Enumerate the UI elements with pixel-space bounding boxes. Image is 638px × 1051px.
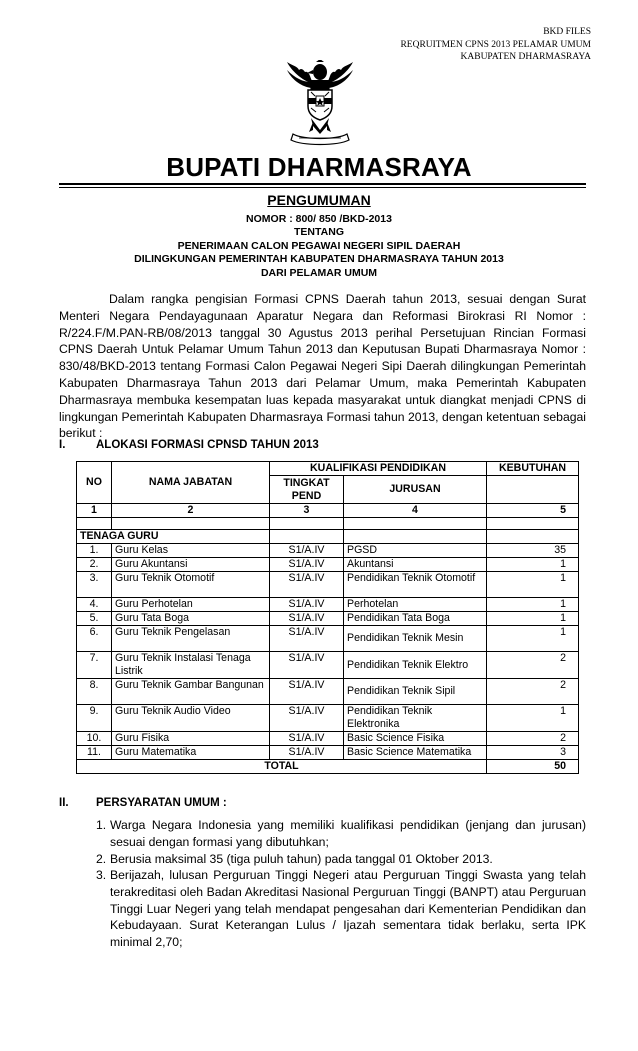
table-row bbox=[77, 544, 579, 558]
table-row bbox=[77, 626, 579, 652]
jurusan-cell: Basic Science Matematika bbox=[344, 746, 487, 760]
announcement-about: TENTANG bbox=[294, 226, 344, 238]
index-cell: 4 bbox=[344, 504, 487, 518]
index-cell: 2 bbox=[112, 504, 270, 518]
section-1-heading bbox=[59, 439, 319, 451]
jabatan-cell: Guru Teknik Instalasi Tenaga Listrik bbox=[112, 652, 270, 679]
jabatan-cell: Guru Teknik Pengelasan bbox=[112, 626, 270, 652]
tingkat-cell: S1/A.IV bbox=[270, 652, 344, 679]
section-1-title: ALOKASI FORMASI CPNSD TAHUN 2013 bbox=[96, 439, 319, 451]
intro-paragraph bbox=[59, 291, 586, 442]
jurusan-cell: Pendidikan Teknik Elektronika bbox=[344, 705, 487, 732]
no-cell: 7. bbox=[77, 652, 112, 679]
section-2-heading bbox=[59, 797, 227, 809]
table-row bbox=[77, 598, 579, 612]
header-line-2: REQRUITMEN CPNS 2013 PELAMAR UMUM bbox=[400, 39, 591, 50]
jabatan-cell: Guru Teknik Otomotif bbox=[112, 572, 270, 598]
jabatan-cell: Guru Teknik Gambar Bangunan bbox=[112, 679, 270, 705]
header-no: NO bbox=[77, 462, 112, 504]
header-line-1: BKD FILES bbox=[543, 27, 591, 37]
no-cell: 3. bbox=[77, 572, 112, 598]
jurusan-cell: Pendidikan Teknik Otomotif bbox=[344, 572, 487, 598]
no-cell: 6. bbox=[77, 626, 112, 652]
requirement-item bbox=[96, 817, 586, 851]
announcement-subject-2: DILINGKUNGAN PEMERINTAH KABUPATEN DHARMASRAYA TAHUN 2013 bbox=[134, 253, 504, 265]
jabatan-cell: Guru Perhotelan bbox=[112, 598, 270, 612]
table-row bbox=[77, 572, 579, 598]
section-2-title: PERSYARATAN UMUM : bbox=[96, 797, 227, 809]
tingkat-cell: S1/A.IV bbox=[270, 746, 344, 760]
table-row bbox=[77, 705, 579, 732]
table-row bbox=[77, 558, 579, 572]
tingkat-cell: S1/A.IV bbox=[270, 572, 344, 598]
jurusan-cell: Perhotelan bbox=[344, 598, 487, 612]
tingkat-cell: S1/A.IV bbox=[270, 598, 344, 612]
requirement-item bbox=[96, 867, 586, 951]
kebutuhan-cell: 2 bbox=[487, 732, 579, 746]
header-kebutuhan: KEBUTUHAN bbox=[487, 462, 579, 476]
no-cell: 8. bbox=[77, 679, 112, 705]
kebutuhan-cell: 1 bbox=[487, 572, 579, 598]
group-label: TENAGA GURU bbox=[77, 530, 270, 544]
jabatan-cell: Guru Teknik Audio Video bbox=[112, 705, 270, 732]
header-jurusan: JURUSAN bbox=[344, 476, 487, 504]
no-cell: 4. bbox=[77, 598, 112, 612]
tingkat-cell: S1/A.IV bbox=[270, 612, 344, 626]
requirement-text: Berijazah, lulusan Perguruan Tinggi Negeri atau Perguruan Tinggi Swasta yang telah terakreditasi oleh Badan Akreditasi Nasional Perguruan Tinggi (BANPT) atau Perguruan Tinggi Luar Negeri yang telah mendapat pengesahan dari Kementerian Pendidikan dan Kebudayaan. Surat Keterangan Lulus / Ijazah sementara tidak berlaku, serta IPK minimal 2,70; bbox=[110, 868, 586, 950]
table-row bbox=[77, 679, 579, 705]
index-cell: 5 bbox=[487, 504, 579, 518]
kebutuhan-cell: 2 bbox=[487, 652, 579, 679]
section-2-number: II. bbox=[59, 797, 69, 809]
regent-title: BUPATI DHARMASRAYA bbox=[166, 152, 472, 182]
requirement-number: 2. bbox=[96, 852, 107, 866]
requirement-number: 1. bbox=[96, 818, 107, 832]
jurusan-cell: Basic Science Fisika bbox=[344, 732, 487, 746]
header-kualifikasi: KUALIFIKASI PENDIDIKAN bbox=[270, 462, 487, 476]
index-cell: 1 bbox=[77, 504, 112, 518]
no-cell: 5. bbox=[77, 612, 112, 626]
tingkat-cell: S1/A.IV bbox=[270, 705, 344, 732]
table-row bbox=[77, 732, 579, 746]
header-jabatan: NAMA JABATAN bbox=[112, 462, 270, 504]
table-row bbox=[77, 746, 579, 760]
jurusan-cell: PGSD bbox=[344, 544, 487, 558]
kebutuhan-cell: 2 bbox=[487, 679, 579, 705]
requirement-number: 3. bbox=[96, 868, 107, 882]
kebutuhan-cell: 1 bbox=[487, 626, 579, 652]
no-cell: 10. bbox=[77, 732, 112, 746]
header-tingkat: TINGKAT PEND bbox=[270, 476, 344, 504]
announcement-subject-3: DARI PELAMAR UMUM bbox=[260, 267, 378, 279]
jurusan-cell: Pendidikan Teknik Sipil bbox=[344, 679, 487, 705]
jabatan-cell: Guru Tata Boga bbox=[112, 612, 270, 626]
header-line-3: KABUPATEN DHARMASRAYA bbox=[460, 52, 591, 62]
no-cell: 9. bbox=[77, 705, 112, 732]
jabatan-cell: Guru Matematika bbox=[112, 746, 270, 760]
table-row bbox=[77, 652, 579, 679]
section-1-number: I. bbox=[59, 439, 66, 451]
requirement-item bbox=[96, 851, 586, 868]
document-header-right bbox=[400, 26, 591, 64]
intro-paragraph-text: Dalam rangka pengisian Formasi CPNS Daerah tahun 2013, sesuai dengan Surat Menteri Negara Pendayagunaan Aparatur Negara dan Reformasi Birokrasi RI Nomor : R/224.F/M.PAN-RB/08/2013 tanggal 30 Agustus 2013 perihal Persetujuan Rincian Formasi CPNS Daerah Untuk Pelamar Umum Tahun 2013 dan Keputusan Bupati Dharmasraya Nomor : 830/48/BKD-2013 tentang Formasi Calon Pegawai Negeri Sipi Daerah dilingkungan Pemerintah Kabupaten Dharmasraya Tahun 2013 dari Pelamar Umum, maka Pemerintah Kabupaten Dharmasraya membuka kesempatan luas kepada masyarakat untuk diangkat menjadi CPNS di lingkungan Pemerintah Kabupaten Dharmasraya Formasi tahun 2013, dengan ketentuan sebagai berikut : bbox=[59, 292, 586, 441]
no-cell: 1. bbox=[77, 544, 112, 558]
kebutuhan-cell: 1 bbox=[487, 598, 579, 612]
total-label: TOTAL bbox=[77, 760, 487, 774]
announcement-subject-1: PENERIMAAN CALON PEGAWAI NEGERI SIPIL DAERAH bbox=[177, 240, 461, 252]
kebutuhan-cell: 35 bbox=[487, 544, 579, 558]
jabatan-cell: Guru Akuntansi bbox=[112, 558, 270, 572]
kebutuhan-cell: 1 bbox=[487, 612, 579, 626]
no-cell: 2. bbox=[77, 558, 112, 572]
jurusan-cell: Pendidikan Teknik Elektro bbox=[344, 652, 487, 679]
jabatan-cell: Guru Fisika bbox=[112, 732, 270, 746]
total-value: 50 bbox=[487, 760, 579, 774]
tingkat-cell: S1/A.IV bbox=[270, 558, 344, 572]
tingkat-cell: S1/A.IV bbox=[270, 679, 344, 705]
tingkat-cell: S1/A.IV bbox=[270, 544, 344, 558]
kebutuhan-cell: 3 bbox=[487, 746, 579, 760]
jabatan-cell: Guru Kelas bbox=[112, 544, 270, 558]
formation-rows bbox=[77, 544, 579, 760]
requirement-text: Warga Negara Indonesia yang memiliki kualifikasi pendidikan (jenjang dan jurusan) sesuai dengan formasi yang dibutuhkan; bbox=[110, 818, 586, 849]
jurusan-cell: Akuntansi bbox=[344, 558, 487, 572]
no-cell: 11. bbox=[77, 746, 112, 760]
tingkat-cell: S1/A.IV bbox=[270, 732, 344, 746]
kebutuhan-cell: 1 bbox=[487, 558, 579, 572]
table-row bbox=[77, 612, 579, 626]
index-cell: 3 bbox=[270, 504, 344, 518]
kebutuhan-cell: 1 bbox=[487, 705, 579, 732]
jurusan-cell: Pendidikan Teknik Mesin bbox=[344, 626, 487, 652]
announcement-number: NOMOR : 800/ 850 /BKD-2013 bbox=[246, 213, 392, 225]
garuda-emblem-icon bbox=[283, 60, 357, 148]
formation-table bbox=[76, 461, 579, 774]
announcement-heading: PENGUMUMAN bbox=[267, 192, 371, 208]
tingkat-cell: S1/A.IV bbox=[270, 626, 344, 652]
jurusan-cell: Pendidikan Tata Boga bbox=[344, 612, 487, 626]
requirement-text: Berusia maksimal 35 (tiga puluh tahun) pada tanggal 01 Oktober 2013. bbox=[110, 852, 493, 866]
